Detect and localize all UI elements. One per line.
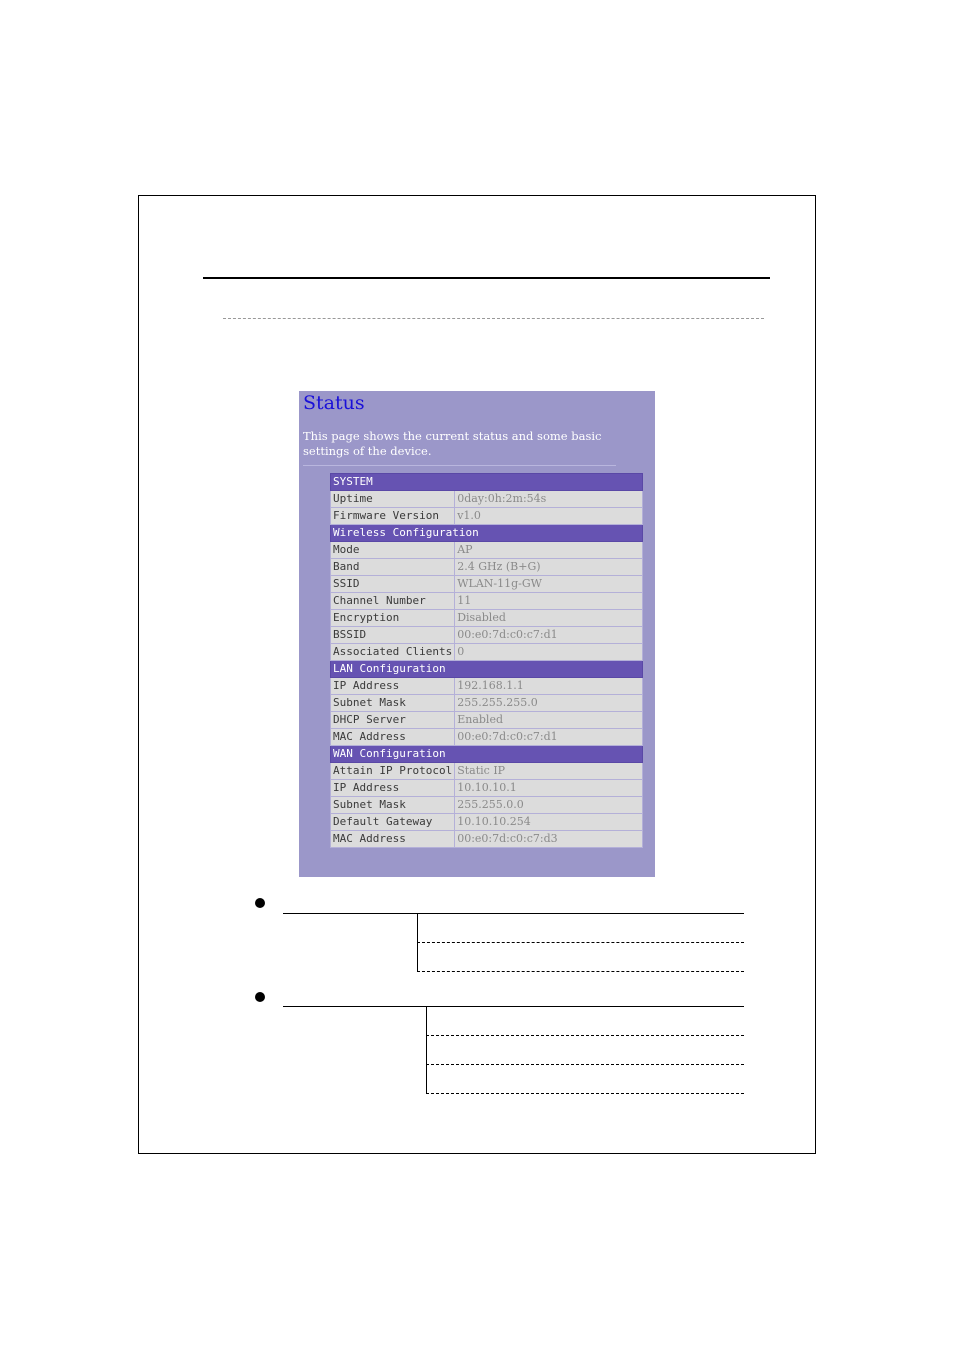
status-screenshot-panel	[299, 391, 655, 877]
table-row	[331, 559, 643, 576]
table-row	[331, 593, 643, 610]
row-label: Attain IP Protocol	[331, 763, 455, 780]
row-label: SSID	[331, 576, 455, 593]
section-header	[331, 746, 643, 763]
status-table	[330, 473, 643, 848]
section-header-label: LAN Configuration	[331, 661, 643, 678]
table-row	[331, 780, 643, 797]
row-value: v1.0	[455, 508, 643, 525]
row-label: Firmware Version	[331, 508, 455, 525]
section-header	[331, 525, 643, 542]
table-rule	[283, 913, 744, 914]
table-divider	[426, 1006, 427, 1094]
section-header	[331, 661, 643, 678]
status-title: Status	[303, 392, 365, 414]
row-value: 10.10.10.254	[455, 814, 643, 831]
row-label: Band	[331, 559, 455, 576]
table-row	[331, 542, 643, 559]
row-value: 255.255.0.0	[455, 797, 643, 814]
row-label: Subnet Mask	[331, 797, 455, 814]
section-header-label: WAN Configuration	[331, 746, 643, 763]
table-row	[331, 729, 643, 746]
row-label: Uptime	[331, 491, 455, 508]
row-label: DHCP Server	[331, 712, 455, 729]
table-row	[331, 831, 643, 848]
row-label: IP Address	[331, 678, 455, 695]
row-label: Associated Clients	[331, 644, 455, 661]
table-rule	[426, 1093, 744, 1094]
row-value: 2.4 GHz (B+G)	[455, 559, 643, 576]
row-label: IP Address	[331, 780, 455, 797]
section-header-label: Wireless Configuration	[331, 525, 643, 542]
table-rule	[426, 1064, 744, 1065]
table-row	[331, 644, 643, 661]
table-row	[331, 695, 643, 712]
table-rule	[283, 1006, 744, 1007]
row-label: Mode	[331, 542, 455, 559]
table-rule	[417, 971, 744, 972]
row-value: 11	[455, 593, 643, 610]
table-row	[331, 491, 643, 508]
row-label: MAC Address	[331, 831, 455, 848]
row-label: Channel Number	[331, 593, 455, 610]
table-row	[331, 678, 643, 695]
row-value: 0day:0h:2m:54s	[455, 491, 643, 508]
table-row	[331, 627, 643, 644]
row-value: AP	[455, 542, 643, 559]
table-row	[331, 712, 643, 729]
row-value: 00:e0:7d:c0:c7:d1	[455, 627, 643, 644]
row-value: 00:e0:7d:c0:c7:d1	[455, 729, 643, 746]
row-label: Subnet Mask	[331, 695, 455, 712]
row-value: Enabled	[455, 712, 643, 729]
description-divider	[303, 465, 616, 466]
row-label: Default Gateway	[331, 814, 455, 831]
section-header	[331, 474, 643, 491]
table-rule	[426, 1035, 744, 1036]
header-rule	[203, 277, 770, 279]
row-label: MAC Address	[331, 729, 455, 746]
row-value: 00:e0:7d:c0:c7:d3	[455, 831, 643, 848]
table-rule	[417, 942, 744, 943]
table-row	[331, 576, 643, 593]
bullet-icon	[255, 992, 265, 1002]
status-description: This page shows the current status and some basic settings of the device.	[303, 429, 602, 458]
table-row	[331, 814, 643, 831]
row-value: Static IP	[455, 763, 643, 780]
table-row	[331, 763, 643, 780]
row-value: 10.10.10.1	[455, 780, 643, 797]
row-value: WLAN-11g-GW	[455, 576, 643, 593]
row-value: 255.255.255.0	[455, 695, 643, 712]
table-row	[331, 610, 643, 627]
row-value: 192.168.1.1	[455, 678, 643, 695]
dashed-rule	[223, 318, 764, 319]
section-header-label: SYSTEM	[331, 474, 643, 491]
row-value: 0	[455, 644, 643, 661]
table-row	[331, 797, 643, 814]
row-value: Disabled	[455, 610, 643, 627]
row-label: Encryption	[331, 610, 455, 627]
row-label: BSSID	[331, 627, 455, 644]
table-row	[331, 508, 643, 525]
bullet-icon	[255, 898, 265, 908]
